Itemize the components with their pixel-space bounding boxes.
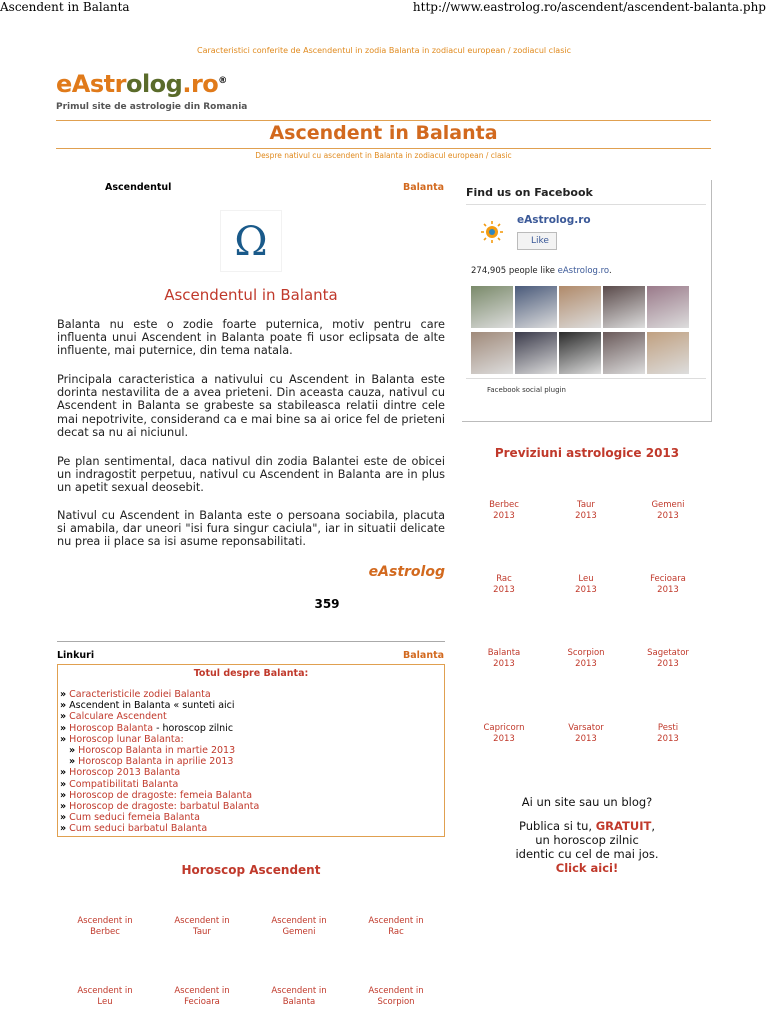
logo-part-e: eAstr	[56, 70, 126, 98]
arrow-icon: »	[60, 767, 67, 779]
ascendent-link-line: Gemeni	[282, 926, 316, 937]
horoscop-ascendent-heading: Horoscop Ascendent	[181, 863, 321, 877]
previziuni-link[interactable]	[628, 574, 708, 595]
article-paragraph-4: Nativul cu Ascendent in Balanta este o persoana sociabila, placuta si amabila, dar uneori "isi fura singur caciula", iar in situatii delicate nu prea ii place sa isi asume reponsabilitati.	[57, 509, 445, 549]
article-paragraph-3: Pe plan sentimental, daca nativul din zodia Balantei este de obicei un indragostit perpetuu, nativul cu Ascendent in Balanta are in plus un apetit sexual deosebit.	[57, 455, 445, 495]
previziuni-link[interactable]	[628, 648, 708, 669]
previziuni-link[interactable]	[464, 500, 544, 521]
ascendent-link-line: Leu	[97, 996, 113, 1007]
ascendent-link[interactable]	[356, 986, 436, 1007]
ascendent-link[interactable]	[259, 986, 339, 1007]
arrow-icon: »	[69, 745, 76, 757]
previziuni-link-line: Capricorn	[483, 723, 525, 733]
fan-avatar[interactable]	[515, 332, 557, 374]
previziuni-link-line: 2013	[657, 733, 679, 744]
facebook-plugin-label: Facebook social plugin	[487, 386, 566, 394]
ascendent-link-line: Ascendent in	[368, 986, 424, 996]
previziuni-link-line: Taur	[577, 500, 595, 510]
fan-avatar[interactable]	[559, 286, 601, 328]
likes-page-link[interactable]: eAstrolog.ro	[557, 266, 609, 276]
promo-comma: ,	[651, 819, 655, 833]
links-list	[60, 689, 259, 835]
links-list-item	[60, 689, 259, 700]
site-logo[interactable]	[56, 70, 227, 98]
links-item-link[interactable]: Horoscop Balanta in martie 2013	[78, 745, 236, 757]
links-list-item	[60, 723, 259, 734]
promo-block	[462, 795, 712, 875]
arrow-icon: »	[60, 733, 67, 745]
previziuni-link-line: Sagetator	[647, 648, 689, 658]
links-label-right[interactable]: Balanta	[403, 650, 445, 661]
previziuni-link[interactable]	[546, 574, 626, 595]
promo-cta-link[interactable]: Click aici!	[555, 861, 619, 875]
links-item-link[interactable]: Cum seduci femeia Balanta	[69, 812, 200, 824]
previziuni-link-line: 2013	[575, 584, 597, 595]
ascendent-link-line: Ascendent in	[368, 916, 424, 926]
ascendent-link-line: Ascendent in	[174, 916, 230, 926]
facebook-heading: Find us on Facebook	[466, 186, 593, 199]
fan-avatar[interactable]	[515, 286, 557, 328]
ascendent-link-line: Berbec	[90, 926, 120, 937]
links-list-item	[60, 745, 259, 756]
promo-line-3: un horoscop zilnic	[535, 833, 639, 847]
links-item-link[interactable]: Cum seduci barbatul Balanta	[69, 823, 208, 835]
previziuni-link[interactable]	[546, 500, 626, 521]
print-header-title: Ascendent in Balanta	[0, 0, 130, 14]
ascendent-link-line: Balanta	[282, 996, 316, 1007]
previziuni-link-line: Balanta	[487, 648, 521, 658]
previziuni-link-line: Fecioara	[650, 574, 686, 584]
links-item-link[interactable]: Caracteristicile zodiei Balanta	[69, 689, 211, 700]
article-paragraph-1: Balanta nu este o zodie foarte puternica, motiv pentru care influenta unui Ascendent in Balanta poate fi usor eclipsata de alte influente, mai puternice, din tema natala.	[57, 318, 445, 358]
ascendent-link-line: Ascendent in	[271, 916, 327, 926]
links-item-link[interactable]: Horoscop Balanta in aprilie 2013	[78, 756, 234, 768]
arrow-icon: »	[60, 778, 67, 790]
fan-avatar[interactable]	[603, 332, 645, 374]
ascendent-link-line: Ascendent in	[77, 986, 133, 996]
facebook-divider	[466, 204, 706, 205]
ascendent-link-line: Taur	[193, 926, 211, 937]
links-item-suffix: « sunteti aici	[170, 700, 235, 712]
ascendent-link-line: Ascendent in	[174, 986, 230, 996]
libra-symbol-icon: Ω	[220, 210, 282, 272]
page-subtitle: Despre nativul cu ascendent in Balanta in zodiacul european / clasic	[255, 151, 512, 160]
logo-part-mid: olog	[125, 70, 183, 98]
fan-avatar[interactable]	[603, 286, 645, 328]
article-label-right[interactable]: Balanta	[403, 182, 445, 193]
links-list-item	[60, 790, 259, 801]
page-title: Ascendent in Balanta	[269, 122, 498, 144]
previziuni-link-line: 2013	[493, 510, 515, 521]
arrow-icon: »	[60, 700, 67, 712]
arrow-icon: »	[60, 823, 67, 835]
fan-avatar[interactable]	[471, 332, 513, 374]
facebook-like-button[interactable]	[517, 232, 557, 250]
facebook-page-name[interactable]: eAstrolog.ro	[517, 214, 591, 226]
previziuni-link-line: Gemeni	[651, 500, 685, 510]
previziuni-link[interactable]	[464, 723, 544, 744]
previziuni-link-line: 2013	[493, 584, 515, 595]
links-item-link[interactable]: Horoscop de dragoste: barbatul Balanta	[69, 801, 260, 813]
ascendent-link[interactable]	[65, 916, 145, 937]
ascendent-link[interactable]	[65, 986, 145, 1007]
links-label-left: Linkuri	[57, 650, 95, 661]
article-paragraph-2: Principala caracteristica a nativului cu Ascendent in Balanta este dorinta nestavilita de a avea prieteni. Din aceasta cauza, nativul cu Ascendent in Balanta se grabeste sa stabileasca relatii dintre cele mai nepotrivite, considerand ca e mai bine sa ai orice fel de prieteni decat sa nu ai niciunul.	[57, 373, 445, 439]
ascendent-link[interactable]	[162, 986, 242, 1007]
links-list-item	[60, 779, 259, 790]
previziuni-link-line: 2013	[493, 733, 515, 744]
links-item-link[interactable]: Compatibilitati Balanta	[69, 778, 179, 790]
previziuni-link-line: 2013	[657, 584, 679, 595]
previziuni-link[interactable]	[546, 723, 626, 744]
links-item-link[interactable]: Horoscop lunar Balanta:	[69, 733, 184, 745]
article-signature: eAstrolog	[368, 564, 445, 580]
links-box-title: Totul despre Balanta:	[193, 668, 309, 679]
previziuni-link-line: 2013	[575, 658, 597, 669]
ascendent-link[interactable]	[259, 916, 339, 937]
arrow-icon: »	[60, 801, 67, 813]
links-item-current: Ascendent in Balanta	[69, 700, 171, 712]
fan-avatar[interactable]	[647, 332, 689, 374]
links-item-suffix: - horoscop zilnic	[153, 722, 234, 734]
links-list-item	[60, 700, 259, 711]
fan-avatar[interactable]	[559, 332, 601, 374]
previziuni-link[interactable]	[628, 500, 708, 521]
title-divider-bottom	[56, 148, 711, 149]
registered-mark: ®	[218, 76, 227, 86]
fan-avatar[interactable]	[471, 286, 513, 328]
previziuni-link-line: 2013	[493, 658, 515, 669]
previziuni-link-line: Varsator	[568, 723, 604, 733]
previziuni-link-line: 2013	[657, 510, 679, 521]
previziuni-heading: Previziuni astrologice 2013	[494, 446, 680, 460]
title-divider-top	[56, 120, 711, 121]
links-list-item	[60, 767, 259, 778]
article-heading: Ascendentul in Balanta	[164, 286, 338, 304]
links-list-item	[60, 711, 259, 722]
arrow-icon: »	[60, 689, 67, 700]
links-item-link[interactable]: Horoscop 2013 Balanta	[69, 767, 181, 779]
tagline: Caracteristici conferite de Ascendentul in zodia Balanta in zodiacul european / zodiacul clasic	[197, 46, 571, 55]
previziuni-link-line: Leu	[578, 574, 594, 584]
fan-avatar[interactable]	[647, 286, 689, 328]
links-list-item	[60, 812, 259, 823]
links-divider	[57, 641, 445, 642]
ascendent-link[interactable]	[356, 916, 436, 937]
ascendent-link[interactable]	[162, 916, 242, 937]
arrow-icon: »	[60, 789, 67, 801]
promo-gratuit: GRATUIT	[595, 819, 652, 833]
previziuni-link-line: 2013	[657, 658, 679, 669]
links-item-link[interactable]: Calculare Ascendent	[69, 711, 167, 723]
previziuni-link-line: Scorpion	[567, 648, 605, 658]
previziuni-link-line: 2013	[575, 510, 597, 521]
links-list-item	[60, 734, 259, 745]
links-list-item	[60, 801, 259, 812]
previziuni-link-line: Pesti	[657, 723, 679, 733]
promo-line-2a: Publica si tu,	[519, 819, 593, 833]
ascendent-link-line: Ascendent in	[77, 916, 133, 926]
links-item-link[interactable]: Horoscop de dragoste: femeia Balanta	[69, 789, 253, 801]
logo-part-ro: .ro	[182, 70, 219, 98]
eastrolog-sun-icon[interactable]	[480, 220, 504, 244]
print-header-url: http://www.eastrolog.ro/ascendent/ascendent-balanta.php	[412, 0, 766, 14]
ascendent-link-line: Scorpion	[377, 996, 415, 1007]
logo-subtitle: Primul site de astrologie din Romania	[56, 102, 248, 112]
facebook-plugin-divider	[466, 378, 706, 379]
previziuni-link[interactable]	[628, 723, 708, 744]
links-list-item	[60, 756, 259, 767]
previziuni-link[interactable]	[546, 648, 626, 669]
previziuni-link[interactable]	[464, 574, 544, 595]
article-label-left: Ascendentul	[105, 182, 172, 193]
links-list-item	[60, 823, 259, 834]
arrow-icon: »	[60, 812, 67, 824]
visit-counter: 359	[314, 597, 340, 611]
previziuni-link-line: Rac	[496, 574, 512, 584]
promo-line-4: identic cu cel de mai jos.	[515, 847, 659, 861]
links-item-link[interactable]: Horoscop Balanta	[69, 722, 154, 734]
facebook-likes: 274,905 people like eAstrolog.ro.	[471, 266, 612, 276]
previziuni-link-line: 2013	[575, 733, 597, 744]
arrow-icon: »	[60, 722, 67, 734]
promo-line-1: Ai un site sau un blog?	[521, 795, 653, 809]
ascendent-link-line: Ascendent in	[271, 986, 327, 996]
like-label: Like	[531, 236, 549, 246]
arrow-icon: »	[69, 756, 76, 768]
arrow-icon: »	[60, 711, 67, 723]
promo-line-2	[462, 819, 712, 833]
ascendent-link-line: Fecioara	[184, 996, 220, 1007]
previziuni-link-line: Berbec	[489, 500, 519, 510]
likes-count: 274,905 people like	[471, 266, 555, 276]
ascendent-link-line: Rac	[388, 926, 404, 937]
previziuni-link[interactable]	[464, 648, 544, 669]
